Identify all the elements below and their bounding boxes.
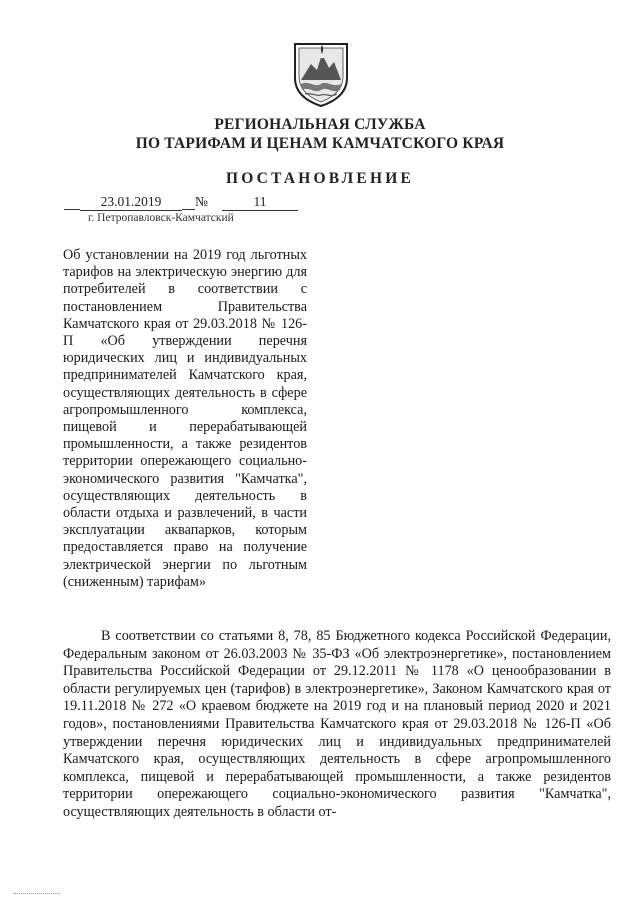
number-label: № (195, 194, 208, 209)
kamchatka-coat-of-arms-icon (291, 40, 351, 108)
document-date: 23.01.2019 (80, 194, 182, 211)
organization-name-line-1: РЕГИОНАЛЬНАЯ СЛУЖБА (214, 116, 426, 133)
organization-name-line-2: ПО ТАРИФАМ И ЦЕНАМ КАМЧАТСКОГО КРАЯ (135, 135, 505, 152)
date-underline-lead (64, 194, 80, 210)
date-number-underline-gap (182, 194, 195, 210)
footer-dotted-line (14, 893, 60, 894)
document-type-title: ПОСТАНОВЛЕНИЕ (225, 170, 415, 187)
document-subject: Об установлении на 2019 год льготных тарифов на электрическую энергию для потребителей в соответствии с постановлением Правительства Камчатского края от 29.03.2018 № 126-П «Об утверждении перечня юридических лиц и индивидуальных предпринимателей Камчатского края, осуществляющих деятельность в сфере агропромышленного комплекса, пищевой и перерабатывающей промышленности, а также резидентов территории опережающего социально-экономического развития "Камчатка", осуществляющих деятельность в области отдыха и развлечений, в части эксплуатации аквапарков, которым предоставляется право на получение электрической энергии по льготным (сниженным) тарифам» (63, 247, 307, 590)
document-number: 11 (222, 194, 298, 211)
issue-city: г. Петропавловск-Камчатский (88, 212, 234, 224)
document-body-paragraph: В соответствии со статьями 8, 78, 85 Бюджетного кодекса Российской Федерации, Федеральным законом от 26.03.2003 № 35-ФЗ «Об электроэнергетике», постановлением Правительства Российской Федерации от 29.12.2011 № 1178 «О ценообразовании в области регулируемых цен (тарифов) в электроэнергетике», Законом Камчатского края от 19.11.2018 № 272 «О краевом бюджете на 2019 год и на плановый период 2020 и 2021 годов», постановлениями Правительства Камчатского края от 29.03.2018 № 126-П «Об утверждении перечня юридических лиц и индивидуальных предпринимателей Камчатского края, осуществляющих деятельность в сфере агропромышленного комплекса, пищевой и перерабатывающей промышленности, а также резидентов территории опережающего социально-экономического развития "Камчатка", осуществляющих деятельность в области от- (63, 628, 611, 820)
